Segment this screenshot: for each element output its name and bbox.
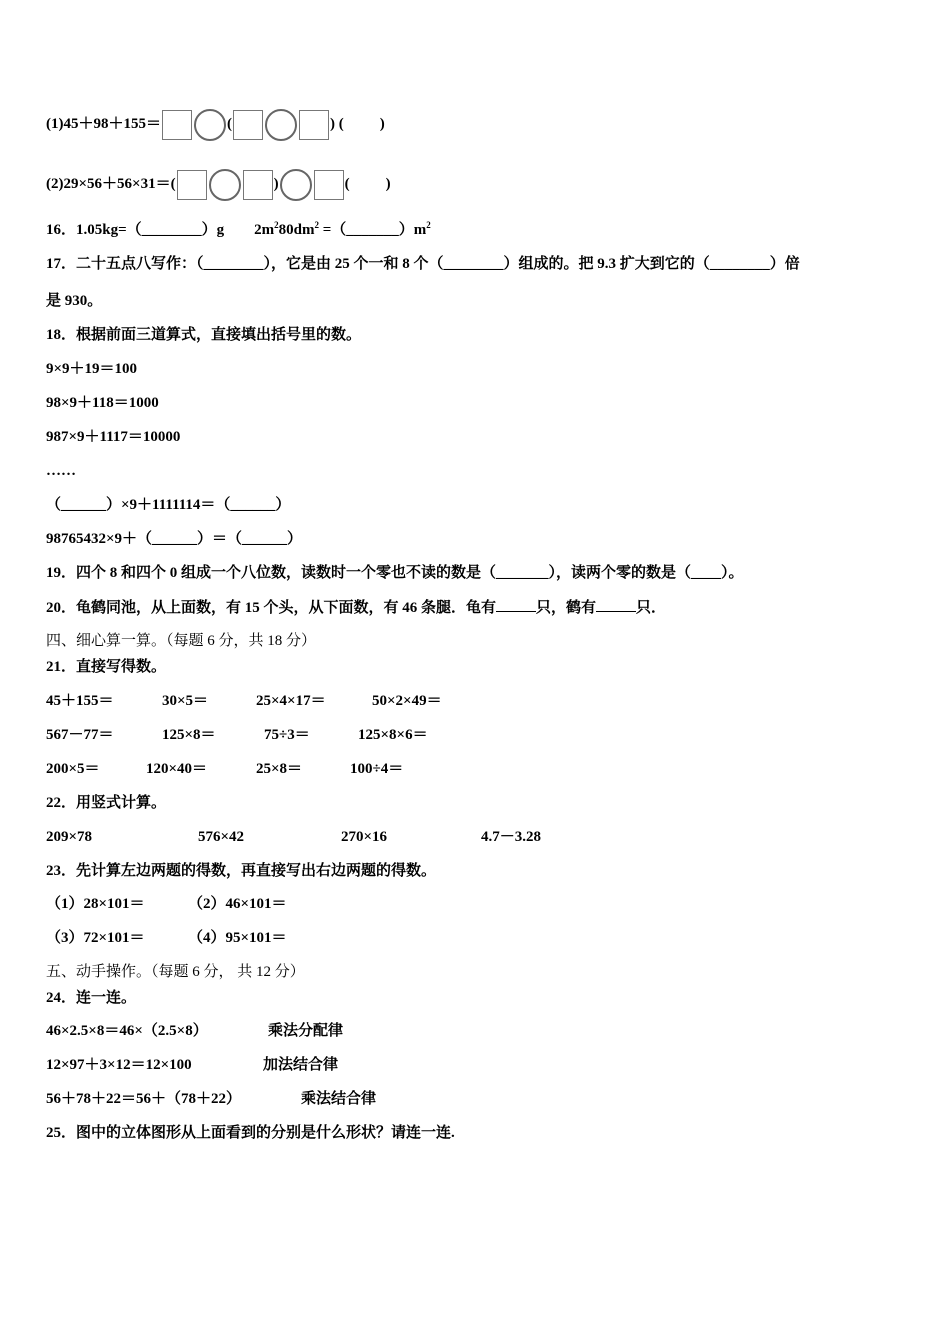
square-box xyxy=(243,170,273,200)
q18-eq2: 98×9＋118＝1000 xyxy=(46,395,159,411)
q21-item: 100÷4＝ xyxy=(350,761,404,777)
q24-title: 24．连一连。 xyxy=(46,990,137,1006)
section-5-heading: 五、动手操作。（每题 6 分， 共 12 分） xyxy=(46,964,305,980)
square-box xyxy=(299,110,329,140)
q21-item: 30×5＝ xyxy=(162,693,209,709)
q19: 19．四个 8 和四个 0 组成一个八位数，读数时一个零也不读的数是（_______），读两个零的数是（____）。 xyxy=(46,565,744,581)
q15-p1-paren-close: ) ( xyxy=(330,116,344,132)
q21-item: 125×8＝ xyxy=(162,727,216,743)
q18-eq3: 987×9＋1117＝10000 xyxy=(46,429,181,445)
q15-p1-shapes-b xyxy=(232,107,330,143)
q22-item: 270×16 xyxy=(341,829,388,845)
q16-b-sup2: 2 xyxy=(314,220,319,230)
q15-p1-tail: ) xyxy=(379,116,385,132)
q18-blank1: （______）×9＋1111114＝（______） xyxy=(46,497,291,513)
circle-operator xyxy=(209,169,241,201)
q21-item: 200×5＝ xyxy=(46,761,100,777)
q22-title: 22．用竖式计算。 xyxy=(46,795,167,811)
q21-item: 75÷3＝ xyxy=(264,727,310,743)
q24-right-item: 加法结合律 xyxy=(263,1057,339,1073)
q16 xyxy=(46,220,431,240)
q18-title: 18．根据前面三道算式，直接填出括号里的数。 xyxy=(46,327,362,343)
q18-dots: …… xyxy=(46,463,76,479)
q15-p2-tail-close: ) xyxy=(385,176,391,192)
q15-p2-lead: (2)29×56＋56×31＝( xyxy=(46,176,176,192)
square-box xyxy=(177,170,207,200)
q25: 25．图中的立体图形从上面看到的分别是什么形状？请连一连. xyxy=(46,1125,455,1141)
q15-p2-tail-open: ( xyxy=(344,176,350,192)
q20-post: 只． xyxy=(636,600,667,616)
q24-right-item: 乘法结合律 xyxy=(301,1091,377,1107)
q16-b-sup3: 2 xyxy=(426,220,431,230)
q20-blank-turtle xyxy=(496,597,536,612)
q23-title: 23．先计算左边两题的得数，再直接写出右边两题的得数。 xyxy=(46,863,437,879)
section-4-heading: 四、细心算一算。（每题 6 分，共 18 分） xyxy=(46,633,317,649)
q15-part1 xyxy=(46,106,385,143)
q15-p2-shapes-a xyxy=(176,167,274,203)
q15-p2-shapes-b xyxy=(279,167,345,203)
q22-item: 209×78 xyxy=(46,829,93,845)
q21-item: 25×4×17＝ xyxy=(256,693,326,709)
square-box xyxy=(314,170,344,200)
q17-line2: 是 930。 xyxy=(46,293,103,309)
q21-item: 567－77＝ xyxy=(46,727,114,743)
q24-left-item: 56＋78＋22＝56＋（78＋22） xyxy=(46,1091,242,1107)
q21-item: 120×40＝ xyxy=(146,761,208,777)
q15-p1-shapes-a xyxy=(161,107,227,143)
q23-item: （1）28×101＝ xyxy=(46,896,145,912)
circle-operator xyxy=(280,169,312,201)
circle-operator xyxy=(194,109,226,141)
q15-p1-paren-open: ( xyxy=(227,116,232,132)
q20 xyxy=(46,597,666,618)
q21-item: 45＋155＝ xyxy=(46,693,114,709)
q24-right-item: 乘法分配律 xyxy=(268,1023,344,1039)
q22-item: 576×42 xyxy=(198,829,245,845)
q21-title: 21．直接写得数。 xyxy=(46,659,167,675)
q22-item: 4.7－3.28 xyxy=(481,829,542,845)
q21-item: 25×8＝ xyxy=(256,761,303,777)
q21-item: 125×8×6＝ xyxy=(358,727,428,743)
q16-b-pre: 2m xyxy=(254,222,275,238)
q16-part-a: 1.05kg=（________）g xyxy=(76,222,225,238)
q23-item: （4）95×101＝ xyxy=(188,930,287,946)
q20-mid: 只，鹤有 xyxy=(536,600,597,616)
q15-part2 xyxy=(46,166,391,203)
square-box xyxy=(233,110,263,140)
circle-operator xyxy=(265,109,297,141)
q20-blank-crane xyxy=(596,597,636,612)
q17-line1: 17．二十五点八写作：（________），它是由 25 个一和 8 个（________）组成的。把 9.3 扩大到它的（________）倍 xyxy=(46,256,800,272)
q23-item: （3）72×101＝ xyxy=(46,930,145,946)
square-box xyxy=(162,110,192,140)
q24-left-item: 12×97＋3×12＝12×100 xyxy=(46,1057,192,1073)
q21-item: 50×2×49＝ xyxy=(372,693,442,709)
q20-pre: 20．龟鹤同池，从上面数，有 15 个头，从下面数，有 46 条腿．龟有 xyxy=(46,600,497,616)
q16-num: 16． xyxy=(46,222,77,238)
q15-p2-paren-close: ) xyxy=(273,176,279,192)
q16-b-sup1: 2 xyxy=(274,220,279,230)
q16-b-eq: =（_______）m xyxy=(319,222,427,238)
q18-eq1: 9×9＋19＝100 xyxy=(46,361,138,377)
q15-p1-lead: (1)45＋98＋155＝ xyxy=(46,116,161,132)
q23-item: （2）46×101＝ xyxy=(188,896,287,912)
q18-blank2: 98765432×9＋（______）＝（______） xyxy=(46,531,303,547)
q16-b-mid: 80dm xyxy=(278,222,315,238)
q24-left-item: 46×2.5×8＝46×（2.5×8） xyxy=(46,1023,208,1039)
